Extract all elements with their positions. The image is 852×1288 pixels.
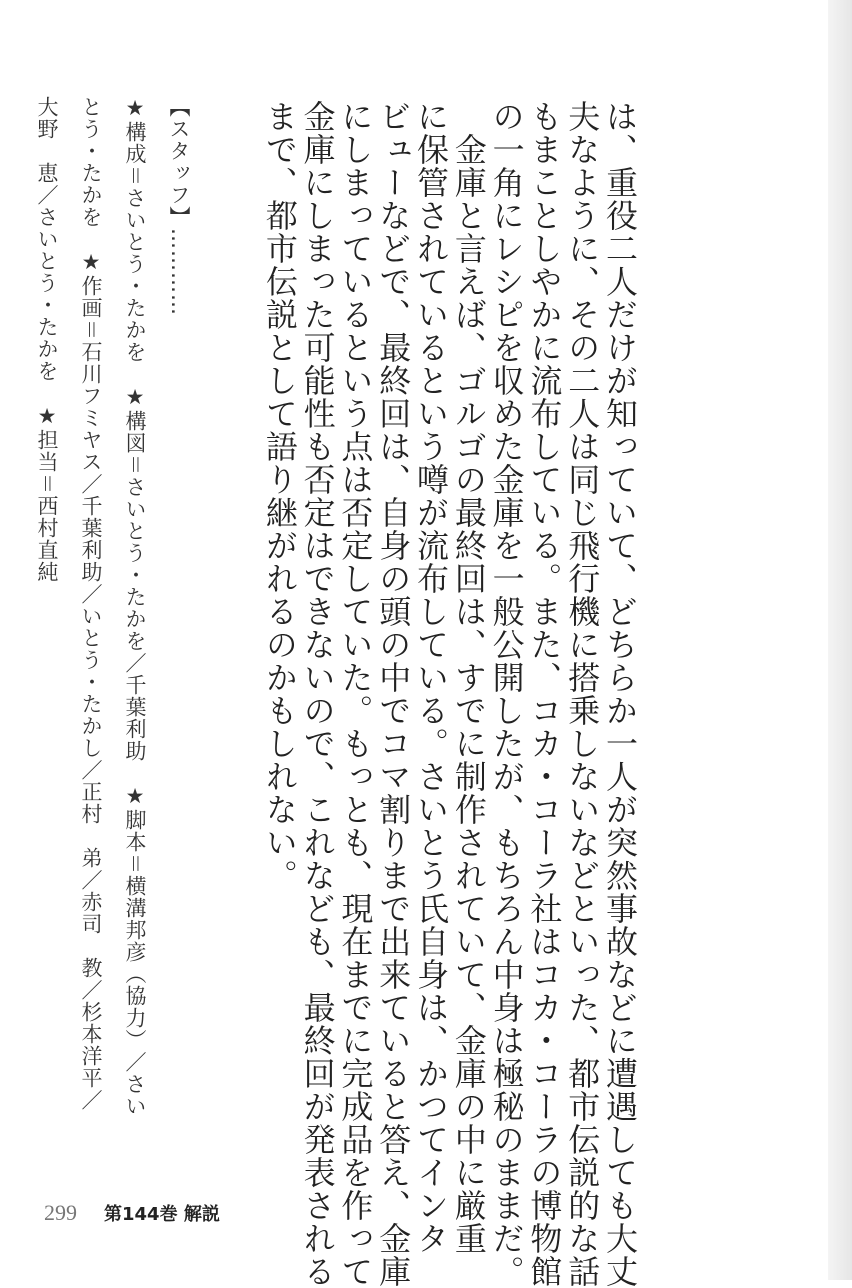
text-column: ビューなどで、最終回は、自身の頭の中でコマ割りまで出来ていると答え、金庫 — [374, 100, 413, 1288]
text-column: 金庫にしまった可能性も否定はできないので、これなども、最終回が発表される — [298, 100, 337, 1288]
text-column: の一角にレシピを収めた金庫を一般公開したが、もちろん中身は極秘のままだ。 — [487, 100, 526, 1288]
staff-credits — [35, 96, 201, 1126]
staff-line: ★構成＝さいとう・たかを ★構図＝さいとう・たかを／千葉利助 ★脚本＝横溝邦彦（協力）／さい — [123, 96, 147, 1117]
page-edge-shadow — [828, 0, 852, 1280]
staff-line: とう・たかを ★作画＝石川フミヤス／千葉利助／いとう・たかし／正村 弟／赤司 教／杉本洋平／ — [79, 96, 103, 1111]
page-number: 299 — [44, 1200, 77, 1225]
body-text — [260, 100, 639, 1288]
page-footer — [44, 1200, 220, 1226]
text-column: 夫なように、その二人は同じ飛行機に搭乗しないなどといった、都市伝説的な話 — [563, 100, 602, 1288]
text-column: にしまっているという点は否定していた。もっとも、現在までに完成品を作って — [336, 100, 375, 1288]
staff-line: 大野 恵／さいとう・たかを ★担当＝西村直純 — [35, 96, 59, 583]
staff-heading: 【スタッフ】………… — [167, 96, 191, 316]
text-column: は、重役二人だけが知っていて、どちらか一人が突然事故などに遭遇しても大丈 — [601, 100, 639, 1288]
section-title: 第144巻 解説 — [104, 1204, 220, 1225]
text-column: まで、都市伝説として語り継がれるのかもしれない。 — [260, 100, 299, 892]
text-column: もまことしやかに流布している。また、コカ・コーラ社はコカ・コーラの博物館 — [525, 100, 564, 1288]
text-column: 金庫と言えば、ゴルゴの最終回は、すでに制作されていて、金庫の中に厳重 — [449, 100, 488, 1255]
text-column: に保管されているという噂が流布している。さいとう氏自身は、かつてインタ — [412, 100, 451, 1255]
